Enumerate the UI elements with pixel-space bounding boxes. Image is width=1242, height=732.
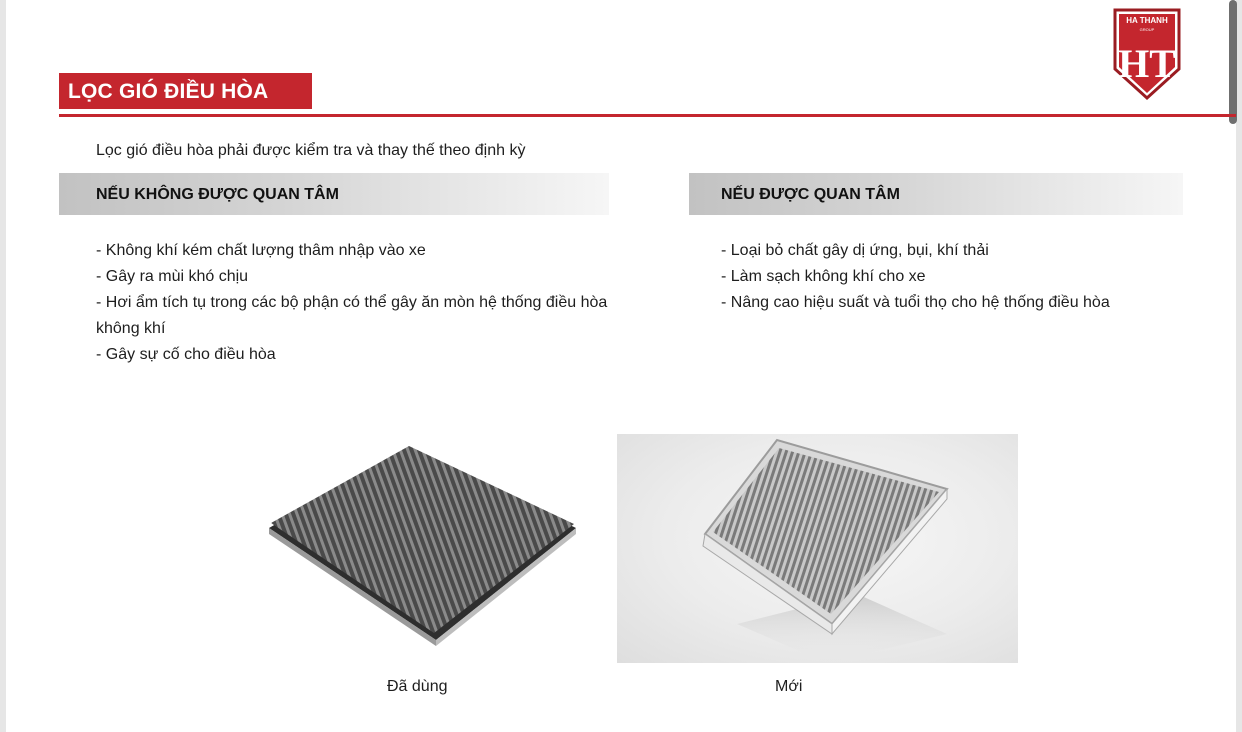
list-item: - Gây sự cố cho điều hòa xyxy=(96,346,276,363)
list-item: - Loại bỏ chất gây dị ứng, bụi, khí thải xyxy=(721,242,989,259)
svg-text:GROUP: GROUP xyxy=(1139,27,1155,32)
section-heading-not-maintained: NẾU KHÔNG ĐƯỢC QUAN TÂM xyxy=(59,173,609,215)
document-page xyxy=(6,0,1236,732)
used-filter-image xyxy=(261,440,581,650)
section-heading-maintained: NẾU ĐƯỢC QUAN TÂM xyxy=(689,173,1183,215)
scrollbar-thumb[interactable] xyxy=(1229,0,1237,124)
consequences-list xyxy=(96,238,626,368)
list-item: - Hơi ẩm tích tụ trong các bộ phận có thể gây ăn mòn hệ thống điều hòa không khí xyxy=(96,294,608,337)
ha-thanh-logo xyxy=(1112,7,1182,101)
title-underline xyxy=(59,114,1236,117)
svg-text:HT: HT xyxy=(1118,41,1176,86)
svg-text:HA THANH: HA THANH xyxy=(1126,16,1168,25)
list-item: - Gây ra mùi khó chịu xyxy=(96,268,249,285)
benefits-list xyxy=(721,238,1181,316)
list-item: - Không khí kém chất lượng thâm nhập vào xe xyxy=(96,242,426,259)
intro-text: Lọc gió điều hòa phải được kiểm tra và thay thế theo định kỳ xyxy=(96,142,526,159)
page-title: LỌC GIÓ ĐIỀU HÒA xyxy=(59,73,312,109)
list-item: - Làm sạch không khí cho xe xyxy=(721,268,926,285)
list-item: - Nâng cao hiệu suất và tuổi thọ cho hệ thống điều hòa xyxy=(721,294,1110,311)
new-filter-caption: Mới xyxy=(775,678,803,695)
used-filter-caption: Đã dùng xyxy=(387,678,448,695)
new-filter-image xyxy=(617,434,1018,663)
